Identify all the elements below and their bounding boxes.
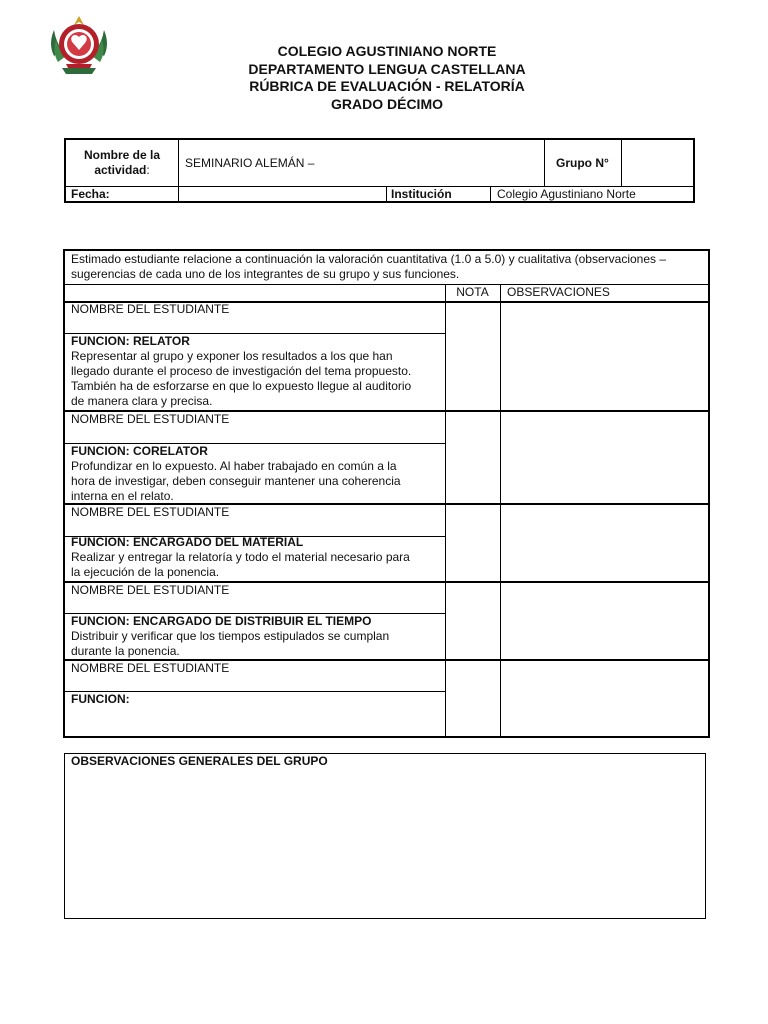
general-observations-title: OBSERVACIONES GENERALES DEL GRUPO bbox=[71, 754, 328, 768]
activity-info-table bbox=[64, 138, 695, 203]
date-label: Fecha: bbox=[71, 187, 110, 201]
group-value-field[interactable] bbox=[622, 140, 692, 186]
student-name-label: NOMBRE DEL ESTUDIANTE bbox=[71, 302, 230, 316]
general-observations-box[interactable] bbox=[64, 753, 706, 919]
institution-value: Colegio Agustiniano Norte bbox=[497, 187, 636, 201]
activity-value-field[interactable]: SEMINARIO ALEMÁN – bbox=[185, 156, 315, 170]
student-name-label: NOMBRE DEL ESTUDIANTE bbox=[71, 505, 230, 519]
observaciones-input-tiempo[interactable] bbox=[501, 583, 708, 659]
nota-input-relator[interactable] bbox=[446, 303, 500, 410]
department-name: DEPARTAMENTO LENGUA CASTELLANA bbox=[248, 60, 526, 77]
nota-input-tiempo[interactable] bbox=[446, 583, 500, 659]
student-name-label: NOMBRE DEL ESTUDIANTE bbox=[71, 412, 230, 426]
nota-input-role5[interactable] bbox=[446, 661, 500, 736]
group-label: Grupo N° bbox=[556, 156, 609, 170]
function-title: FUNCION: ENCARGADO DE DISTRIBUIR EL TIEMPO bbox=[71, 614, 372, 628]
nota-input-material[interactable] bbox=[446, 505, 500, 581]
observaciones-input-role5[interactable] bbox=[501, 661, 708, 736]
rubric-instructions: Estimado estudiante relacione a continuación la valoración cuantitativa (1.0 a 5.0) y cualitativa (observaciones – sugerencias de cada uno de los integrantes de su grupo y sus funciones. bbox=[71, 252, 667, 281]
role-relator: FUNCION: RELATOR Representar al grupo y exponer los resultados a los que han llegado durante el proceso de investigación del tema propuesto. También ha de esforzarse en que lo expuesto llegue al auditorio de manera clara y precisa. bbox=[71, 334, 440, 409]
student-name-label: NOMBRE DEL ESTUDIANTE bbox=[71, 661, 230, 675]
function-title: FUNCION: RELATOR bbox=[71, 334, 190, 348]
rubric-table bbox=[63, 249, 710, 738]
observaciones-input-material[interactable] bbox=[501, 505, 708, 581]
grade-title: GRADO DÉCIMO bbox=[331, 95, 443, 112]
document-header bbox=[150, 43, 624, 113]
function-title: FUNCION: CORELATOR bbox=[71, 444, 208, 458]
role-corelator: FUNCION: CORELATOR Profundizar en lo expuesto. Al haber trabajado en común a la hora de investigar, deben conseguir mantener una coherencia interna en el relato. bbox=[71, 444, 440, 504]
column-header-nota: NOTA bbox=[456, 285, 489, 299]
role-distribuir-tiempo: FUNCION: ENCARGADO DE DISTRIBUIR EL TIEMPO Distribuir y verificar que los tiempos estipulados se cumplan durante la ponencia. bbox=[71, 614, 440, 659]
column-header-observaciones: OBSERVACIONES bbox=[507, 285, 610, 299]
nota-input-corelator[interactable] bbox=[446, 412, 500, 503]
school-crest-logo bbox=[44, 10, 114, 80]
date-value-field[interactable] bbox=[179, 186, 386, 203]
rubric-title: RÚBRICA DE EVALUACIÓN - RELATORÍA bbox=[249, 78, 525, 94]
role-funcion-blank bbox=[71, 692, 440, 707]
activity-label: Nombre de la actividad: bbox=[83, 148, 161, 177]
function-title: FUNCION: bbox=[71, 692, 130, 706]
institution-label: Institución bbox=[391, 187, 452, 201]
observaciones-input-corelator[interactable] bbox=[501, 412, 708, 503]
school-name: COLEGIO AGUSTINIANO NORTE bbox=[277, 43, 497, 59]
role-encargado-material: FUNCION: ENCARGADO DEL MATERIAL Realizar y entregar la relatoría y todo el material necesario para la ejecución de la ponencia. bbox=[71, 535, 440, 580]
student-name-label: NOMBRE DEL ESTUDIANTE bbox=[71, 583, 230, 597]
observaciones-input-relator[interactable] bbox=[501, 303, 708, 410]
function-title: FUNCION: ENCARGADO DEL MATERIAL bbox=[71, 535, 304, 549]
